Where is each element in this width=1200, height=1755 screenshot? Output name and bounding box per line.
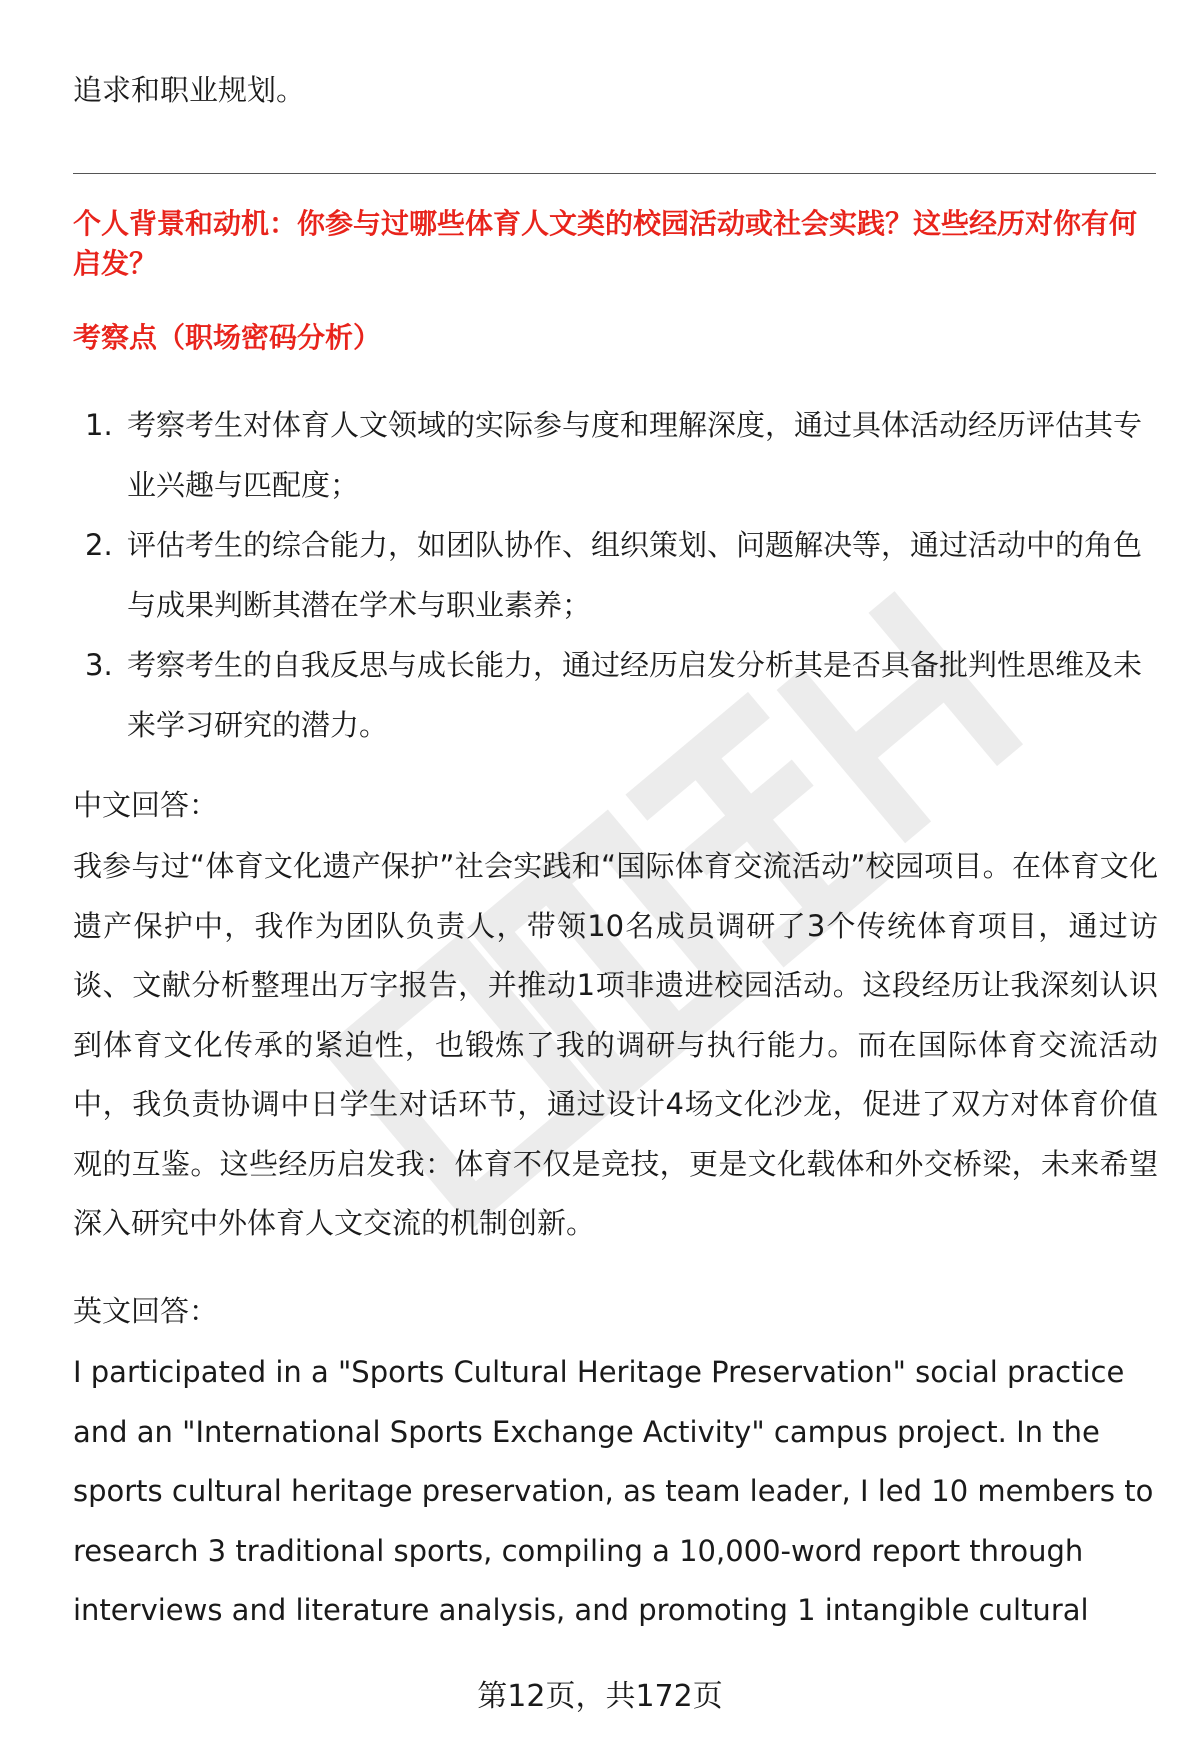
list-item bbox=[73, 395, 1158, 515]
list-item-text: 考察考生对体育人文领域的实际参与度和理解深度，通过具体活动经历评估其专业兴趣与匹配度； bbox=[127, 408, 1143, 502]
english-answer-label: 英文回答： bbox=[73, 1294, 219, 1328]
english-answer-text bbox=[73, 1343, 1158, 1641]
list-item-number: 1. bbox=[85, 408, 113, 442]
list-item-number: 2. bbox=[85, 528, 113, 562]
chinese-answer-text: 我参与过“体育文化遗产保护”社会实践和“国际体育交流活动”校园项目。在体育文化遗产保护中，我作为团队负责人，带领10名成员调研了3个传统体育项目，通过访谈、文献分析整理出万字报告，并推动1项非遗进校园活动。这段经历让我深刻认识到体育文化传承的紧迫性，也锻炼了我的调研与执行能力。而在国际体育交流活动中，我负责协调中日学生对话环节，通过设计4场文化沙龙，促进了双方对体育价值观的互鉴。这些经历启发我：体育不仅是竞技，更是文化载体和外交桥梁，未来希望深入研究中外体育人文交流的机制创新。 bbox=[73, 849, 1158, 1240]
section-divider bbox=[73, 173, 1156, 174]
english-answer-line: research 3 traditional sports, compiling a 10,000-word report through bbox=[73, 1533, 1084, 1568]
question-heading: 个人背景和动机：你参与过哪些体育人文类的校园活动或社会实践？这些经历对你有何启发？ bbox=[73, 207, 1138, 280]
continuation-text: 追求和职业规划。 bbox=[73, 73, 306, 107]
document-page bbox=[73, 0, 1158, 1755]
list-item-text: 评估考生的综合能力，如团队协作、组织策划、问题解决等，通过活动中的角色与成果判断其潜在学术与职业素养； bbox=[127, 528, 1143, 622]
english-answer-line: interviews and literature analysis, and promoting 1 intangible cultural bbox=[73, 1593, 1089, 1627]
list-item-text: 考察考生的自我反思与成长能力，通过经历启发分析其是否具备批判性思维及未来学习研究的潜力。 bbox=[127, 648, 1143, 742]
english-answer-line: sports cultural heritage preservation, as team leader, I led 10 members to bbox=[73, 1474, 1154, 1508]
english-answer-line: I participated in a "Sports Cultural Heritage Preservation" social practice bbox=[73, 1355, 1125, 1389]
list-item-number: 3. bbox=[85, 648, 113, 682]
chinese-answer-label: 中文回答： bbox=[73, 788, 219, 822]
english-answer-line: and an "International Sports Exchange Activity" campus project. In the bbox=[73, 1414, 1100, 1449]
assessment-points-list bbox=[73, 395, 1158, 755]
list-item bbox=[73, 515, 1158, 635]
page-number-footer: 第12页，共172页 bbox=[477, 1679, 723, 1714]
list-item bbox=[73, 635, 1158, 755]
assessment-heading: 考察点（职场密码分析） bbox=[73, 321, 382, 354]
